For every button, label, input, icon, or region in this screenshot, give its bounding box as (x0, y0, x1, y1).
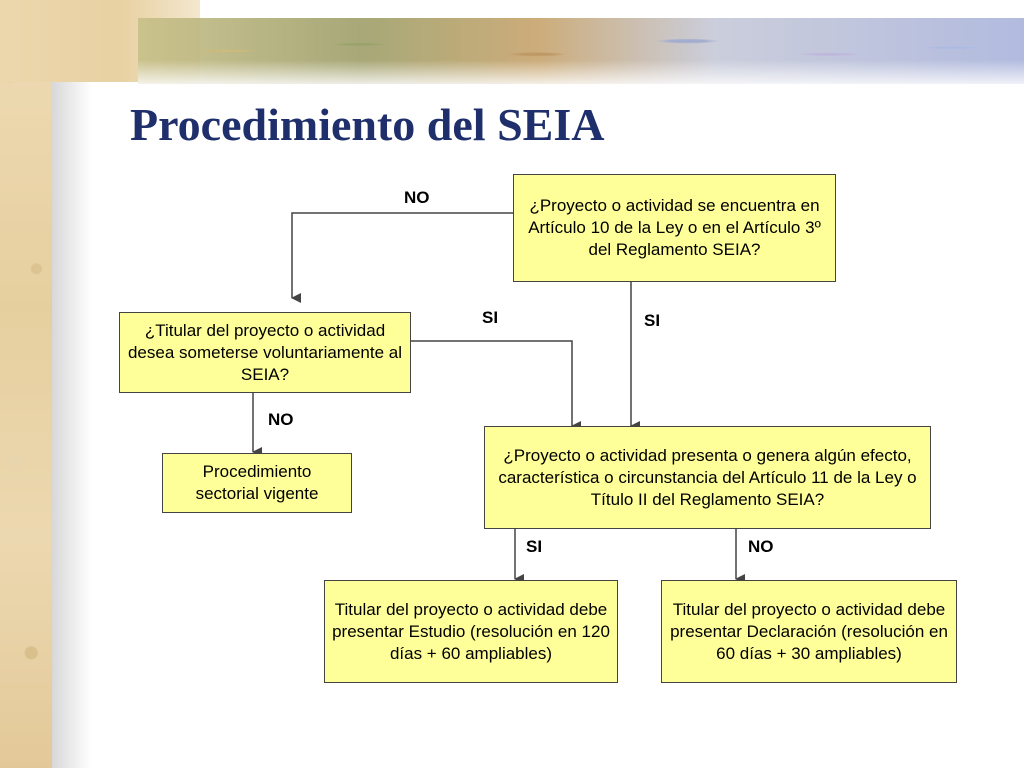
label-no-left: NO (268, 410, 294, 429)
connector-q2-to-q3 (410, 341, 572, 426)
procedimiento-sectorial-box: Procedimiento sectorial vigente (162, 453, 352, 513)
declaracion-box: Titular del proyecto o actividad debe presentar Declaración (resolución en 60 días + 30 ampliables) (661, 580, 957, 683)
label-no-bottom: NO (748, 537, 774, 556)
label-si-left: SI (482, 308, 499, 327)
connector-q1-to-q2 (292, 213, 513, 298)
slide-title: Procedimiento del SEIA (130, 99, 605, 150)
label-si-bottom: SI (526, 537, 543, 556)
label-si-right: SI (644, 311, 661, 330)
question-articulo-11-box: ¿Proyecto o actividad presenta o genera algún efecto, característica o circunstancia del Artículo 11 de la Ley o Título II del Reglamento SEIA? (484, 426, 931, 529)
question-voluntario-box: ¿Titular del proyecto o actividad desea someterse voluntariamente al SEIA? (119, 312, 411, 393)
label-no-top: NO (404, 188, 430, 207)
estudio-box: Titular del proyecto o actividad debe presentar Estudio (resolución en 120 días + 60 ampliables) (324, 580, 618, 683)
question-articulo-10-box: ¿Proyecto o actividad se encuentra en Artículo 10 de la Ley o en el Artículo 3º del Reglamento SEIA? (513, 174, 836, 282)
